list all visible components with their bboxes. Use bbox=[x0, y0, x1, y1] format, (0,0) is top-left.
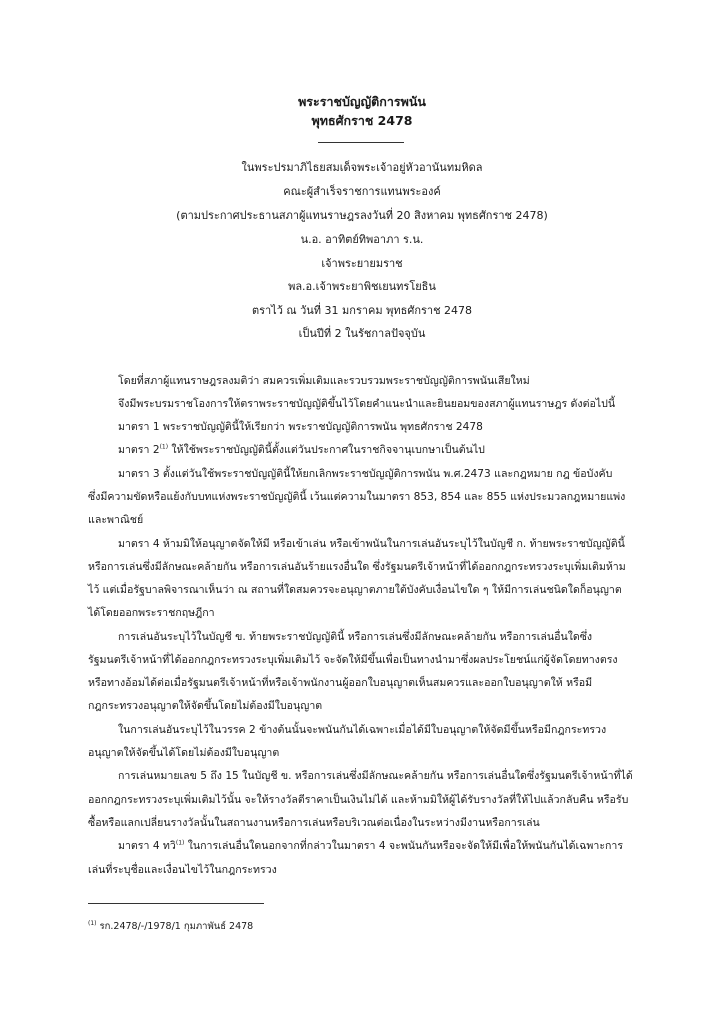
header-line: ตราไว้ ณ วันที่ 31 มกราคม พุทธศักราช 2478 bbox=[251, 304, 473, 317]
section-3-line: ซึ่งมีความขัดหรือแย้งกับบทแห่งพระราชบัญญัตินี้ เว้นแต่ความในมาตรา 853, 854 และ 855 แห่งประมวลกฎหมายแพ่ง bbox=[88, 491, 626, 503]
header-line: ในพระปรมาภิไธยสมเด็จพระเจ้าอยู่หัวอานันทมหิดล bbox=[241, 161, 483, 174]
preamble-line: จึงมีพระบรมราชโองการให้ตราพระราชบัญญัติขึ้นไว้โดยคำแนะนำและยินยอมของสภาผู้แทนราษฎร ดังต่อไปนี้ bbox=[118, 398, 616, 410]
section-4-bis-line: เล่นที่ระบุชื่อและเงื่อนไขไว้ในกฎกระทรวง bbox=[88, 864, 277, 876]
footnote-divider bbox=[88, 903, 264, 904]
footnote-ref[interactable]: (1) bbox=[175, 839, 185, 847]
section-4-para4-line: ซื้อหรือแลกเปลี่ยนรางวัลนั้นในสถานงานหรือการเล่นหรือบริเวณต่อเนื่องในระหว่างมีงานหรือการเล่น bbox=[88, 817, 540, 829]
section-4-line: ได้โดยออกพระราชกฤษฎีกา bbox=[88, 607, 215, 619]
section-4-para4-line: การเล่นหมายเลข 5 ถึง 15 ในบัญชี ข. หรือการเล่นซึ่งมีลักษณะคล้ายกัน หรือการเล่นอื่นใดซึ่งรัฐมนตรีเจ้าหน้าที่ได้ bbox=[118, 770, 633, 782]
footnote-marker: (1) bbox=[88, 919, 97, 927]
section-4-line: หรือการเล่นซึ่งมีลักษณะคล้ายกัน หรือการเล่นอันร้ายแรงอื่นใด ซึ่งรัฐมนตรีเจ้าหน้าที่ได้ออกกฎกระทรวงระบุเพิ่มเติมห้าม bbox=[88, 561, 626, 573]
section-4-para3-line: ในการเล่นอันระบุไว้ในวรรค 2 ข้างต้นนั้นจะพนันกันได้เฉพาะเมื่อได้มีใบอนุญาตให้จัดมีขึ้นหรือมีกฎกระทรวง bbox=[118, 724, 607, 736]
header-line: (ตามประกาศประธานสภาผู้แทนราษฎรลงวันที่ 20 สิงหาคม พุทธศักราช 2478) bbox=[176, 209, 548, 222]
section-1: มาตรา 1 พระราชบัญญัตินี้ให้เรียกว่า พระราชบัญญัติการพนัน พุทธศักราช 2478 bbox=[118, 421, 483, 433]
header-line: น.อ. อาทิตย์ทิพอาภา ร.น. bbox=[300, 233, 424, 246]
footnote-ref[interactable]: (1) bbox=[159, 443, 169, 451]
section-2: มาตรา 2$^{(1)}$ ให้ใช้พระราชบัญญัตินี้ตั้งแต่วันประกาศในราชกิจจานุเบกษาเป็นต้นไป bbox=[118, 443, 485, 456]
header-line: พล.อ.เจ้าพระยาพิชเยนทรโยธิน bbox=[288, 280, 436, 293]
section-4-para2-line: กฎกระทรวงอนุญาตให้จัดขึ้นโดยไม่ต้องมีใบอนุญาต bbox=[88, 700, 323, 712]
preamble-line: โดยที่สภาผู้แทนราษฎรลงมติว่า สมควรเพิ่มเติมและรวบรวมพระราชบัญญัติการพนันเสียใหม่ bbox=[118, 375, 530, 387]
header-line: คณะผู้สำเร็จราชการแทนพระองค์ bbox=[283, 185, 441, 198]
section-4-bis: มาตรา 4 ทวิ$^{(1)}$ ในการเล่นอื่นใดนอกจากที่กล่าวในมาตรา 4 จะพนันกันหรือจะจัดให้มีเพื่อให้พนันกันได้เฉพาะการ bbox=[118, 839, 624, 852]
title-divider bbox=[318, 142, 404, 143]
header-line: เป็นปีที่ 2 ในรัชกาลปัจจุบัน bbox=[298, 327, 426, 340]
act-title: พระราชบัญญัติการพนัน bbox=[298, 94, 426, 109]
act-year: พุทธศักราช 2478 bbox=[311, 113, 413, 128]
section-3-line: มาตรา 3 ตั้งแต่วันใช้พระราชบัญญัตินี้ให้ยกเลิกพระราชบัญญัติการพนัน พ.ศ.2473 และกฎหมาย กฎ ข้อบังคับ bbox=[118, 468, 613, 480]
footnote bbox=[88, 919, 253, 934]
section-4-para2-line: รัฐมนตรีเจ้าหน้าที่ได้ออกกฎกระทรวงระบุเพิ่มเติมไว้ จะจัดให้มีขึ้นเพื่อเป็นทางนำมาซึ่งผลประโยชน์แก่ผู้จัดโดยทางตรง bbox=[88, 654, 618, 666]
section-4-para3-line: อนุญาตให้จัดขึ้นได้โดยไม่ต้องมีใบอนุญาต bbox=[88, 747, 280, 759]
section-4-para2-line: หรือทางอ้อมได้ต่อเมื่อรัฐมนตรีเจ้าหน้าที่หรือเจ้าพนักงานผู้ออกใบอนุญาตเห็นสมควรและออกใบอนุญาตให้ หรือมี bbox=[88, 677, 593, 689]
header-line: เจ้าพระยายมราช bbox=[321, 257, 403, 270]
section-4-para2-line: การเล่นอันระบุไว้ในบัญชี ข. ท้ายพระราชบัญญัตินี้ หรือการเล่นซึ่งมีลักษณะคล้ายกัน หรือการเล่นอื่นใดซึ่ง bbox=[118, 631, 593, 643]
section-4-line: ไว้ แต่เมื่อรัฐบาลพิจารณาเห็นว่า ณ สถานที่ใดสมควรจะอนุญาตภายใต้บังคับเงื่อนไขใด ๆ ให้มีการเล่นชนิดใดก็อนุญาต bbox=[88, 584, 622, 596]
section-4-line: มาตรา 4 ห้ามมิให้อนุญาตจัดให้มี หรือเข้าเล่น หรือเข้าพนันในการเล่นอันระบุไว้ในบัญชี ก. ท้ายพระราชบัญญัตินี้ bbox=[118, 538, 625, 550]
section-4-para4-line: ออกกฎกระทรวงระบุเพิ่มเติมไว้นั้น จะให้รางวัลตีราคาเป็นเงินไม่ได้ และห้ามมิให้ผู้ได้รับรางวัลที่ให้ไปแล้วกลับคืน หรือรับ bbox=[88, 794, 629, 806]
section-3-line: และพาณิชย์ bbox=[88, 514, 144, 526]
footnote-text: รก.2478/-/1978/1 กุมภาพันธ์ 2478 bbox=[96, 921, 254, 932]
